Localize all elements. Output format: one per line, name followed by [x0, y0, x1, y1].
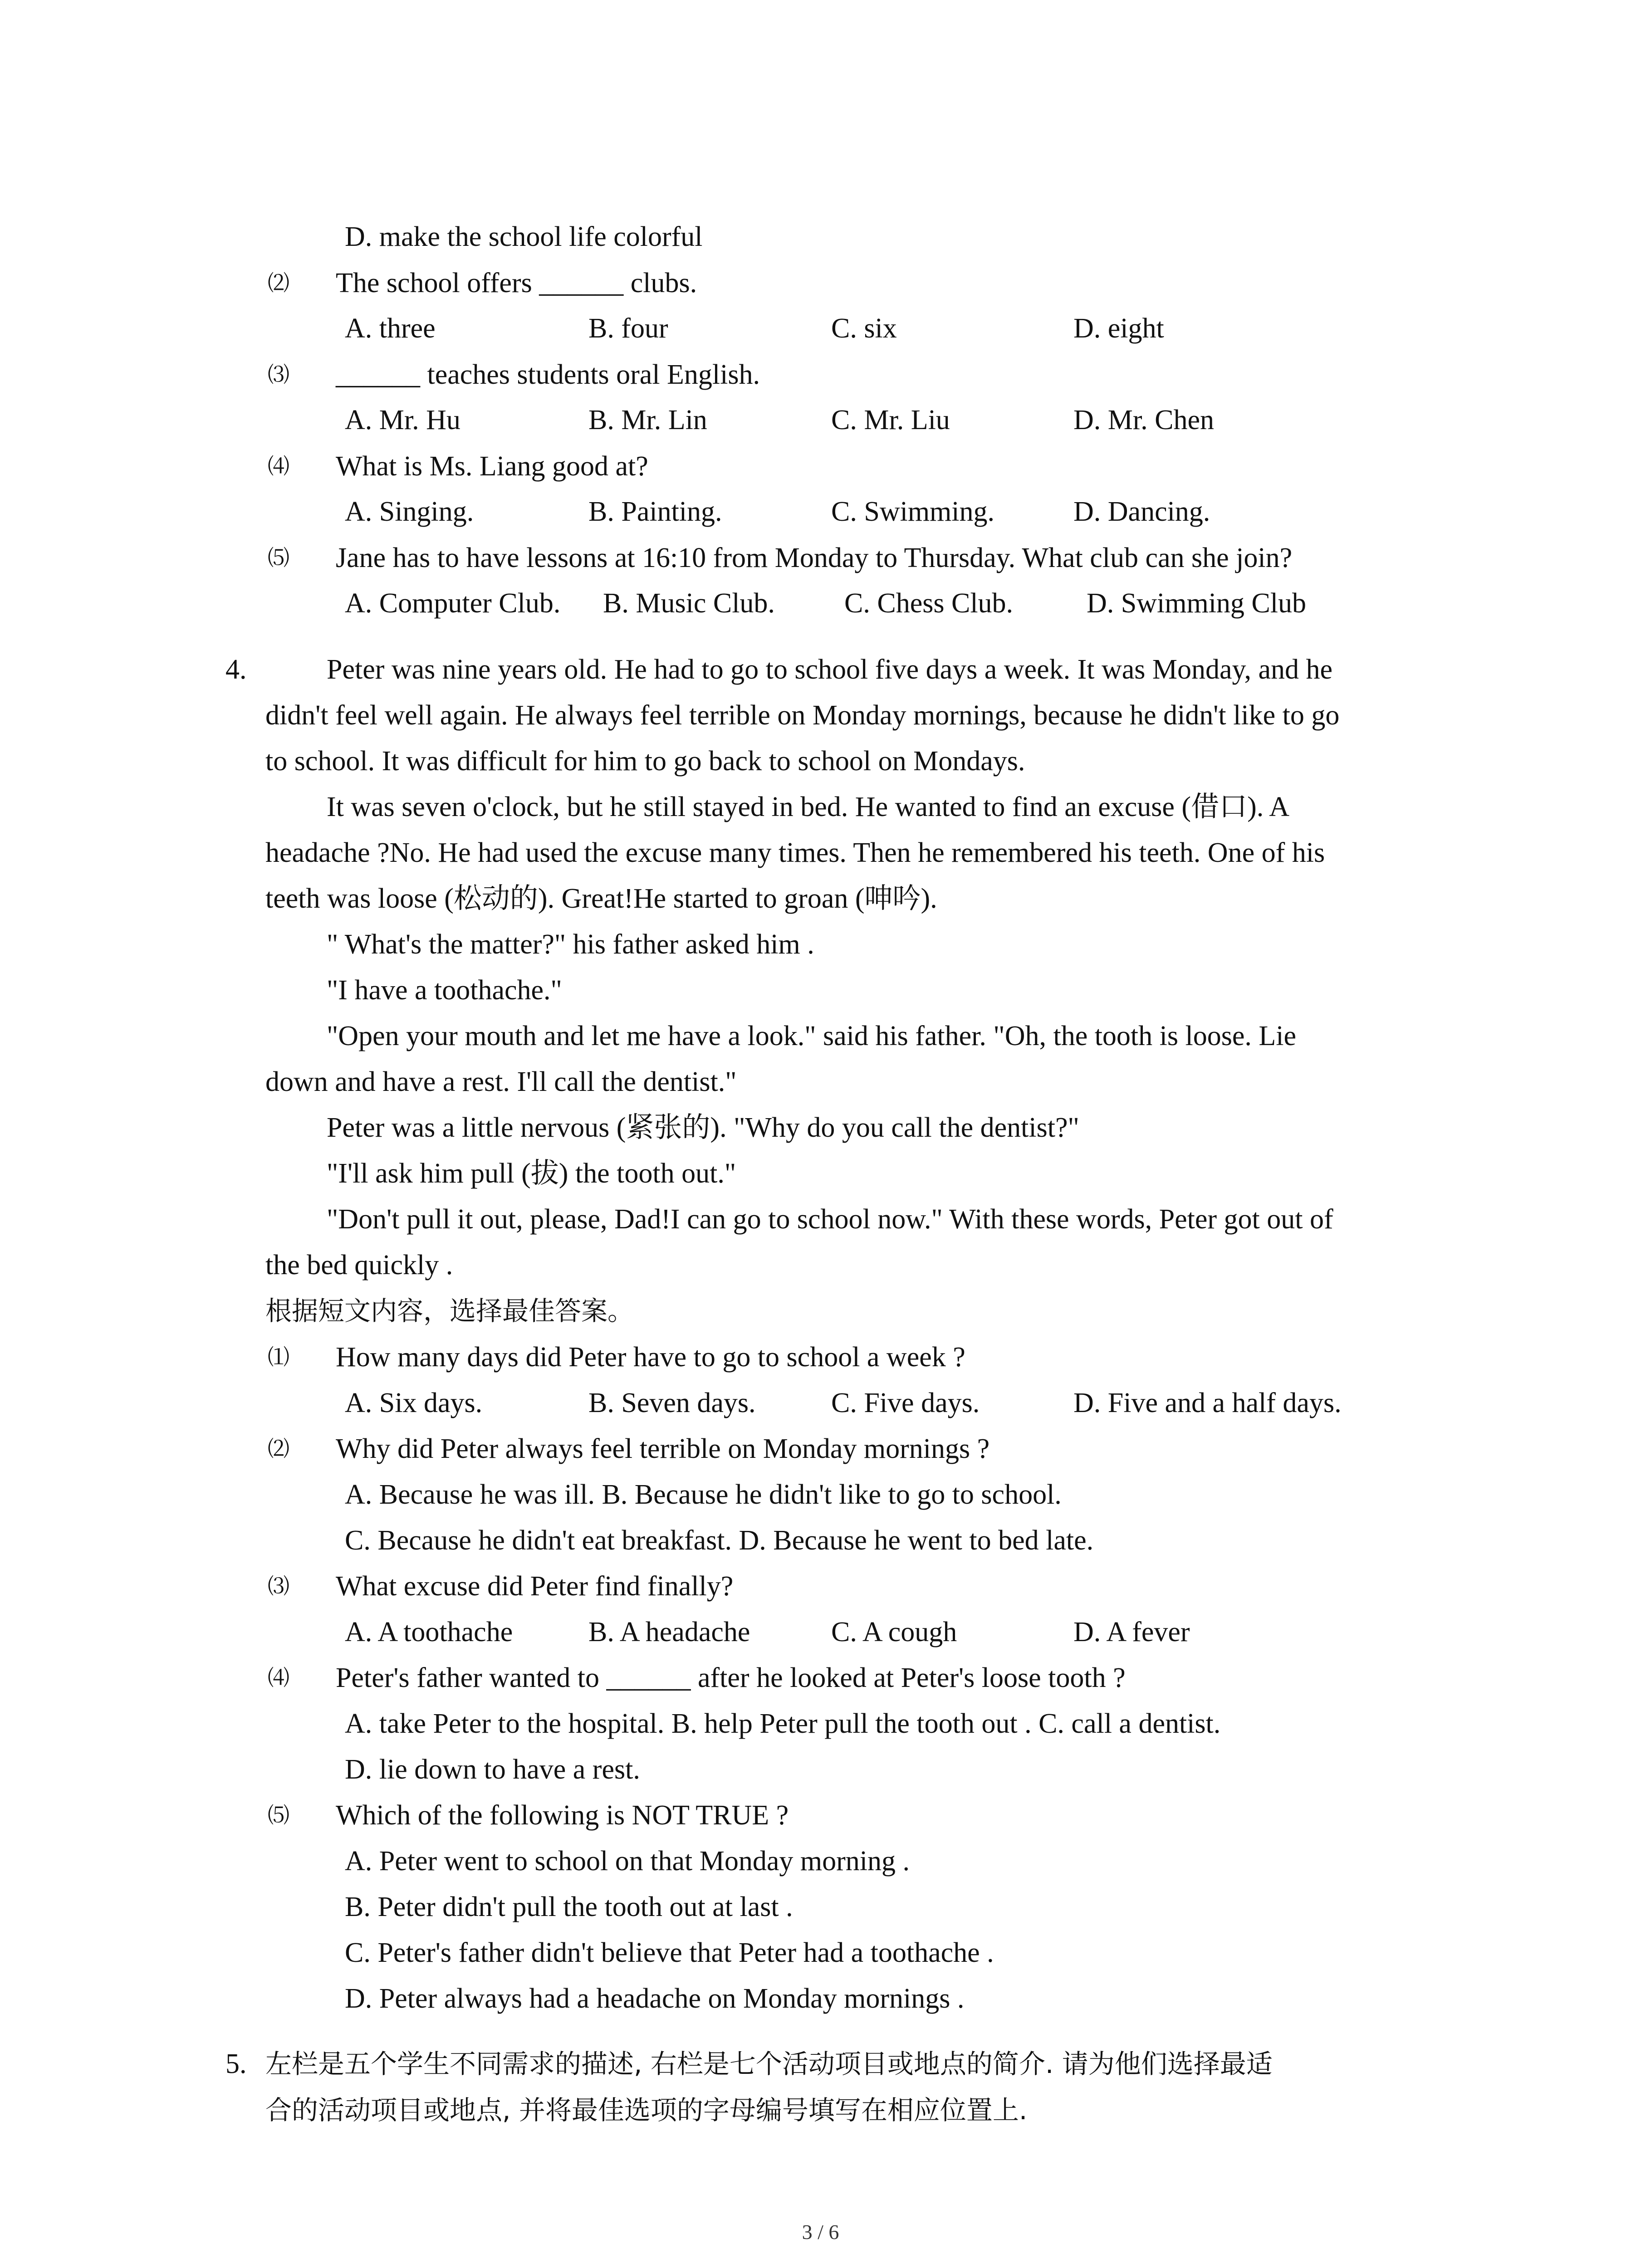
q3-q2-option-b: B. four	[588, 313, 668, 344]
passage-line: the bed quickly .	[265, 1250, 453, 1281]
q3-q4-text: What is Ms. Liang good at?	[336, 451, 648, 482]
passage-line: "I have a toothache."	[327, 975, 562, 1006]
passage-line: It was seven o'clock, but he still stayed in bed. He wanted to find an excuse (借口). A	[327, 792, 1290, 822]
q3-q3-number: ⑶	[268, 362, 290, 387]
q3-q2-number: ⑵	[268, 270, 290, 296]
q4-q1-option-a: A. Six days.	[345, 1388, 483, 1418]
q4-q3-option-a: A. A toothache	[345, 1617, 513, 1647]
q4-instruction: 根据短文内容，选择最佳答案。	[265, 1295, 634, 1326]
q3-q5-number: ⑸	[268, 545, 290, 571]
passage-line: Peter was a little nervous (紧张的). "Why do you call the dentist?"	[327, 1112, 1079, 1143]
passage-line: Peter was nine years old. He had to go to school five days a week. It was Monday, and he	[327, 654, 1333, 685]
q4-q1-option-c: C. Five days.	[831, 1388, 980, 1418]
passage-line: "Open your mouth and let me have a look." said his father. "Oh, the tooth is loose. Lie	[327, 1021, 1297, 1051]
q3-q1-option-d: D. make the school life colorful	[345, 221, 703, 252]
q4-q3-option-b: B. A headache	[588, 1617, 750, 1647]
q5-number: 5.	[225, 2048, 247, 2079]
q4-q5-option-c: C. Peter's father didn't believe that Peter had a toothache .	[345, 1937, 994, 1968]
q3-q3-option-a: A. Mr. Hu	[345, 405, 460, 435]
q4-q3-option-c: C. A cough	[831, 1617, 957, 1647]
passage-line: teeth was loose (松动的). Great!He started to groan (呻吟).	[265, 883, 937, 914]
q3-q2-text: The school offers ______ clubs.	[336, 268, 697, 298]
q3-q5-option-d: D. Swimming Club	[1087, 588, 1307, 619]
q4-q1-number: ⑴	[268, 1344, 290, 1370]
q4-q5-option-d: D. Peter always had a headache on Monday mornings .	[345, 1983, 965, 2014]
passage-line: "Don't pull it out, please, Dad!I can go to school now." With these words, Peter got out of	[327, 1204, 1333, 1235]
q3-q4-number: ⑷	[268, 454, 290, 479]
q4-q5-number: ⑸	[268, 1803, 290, 1828]
q3-q4-option-a: A. Singing.	[345, 496, 474, 527]
q3-q5-option-a: A. Computer Club.	[345, 588, 561, 619]
passage-line: didn't feel well again. He always feel terrible on Monday mornings, because he didn't like to go	[265, 700, 1340, 731]
q3-q3-text: ______ teaches students oral English.	[336, 359, 760, 390]
q3-q3-option-c: C. Mr. Liu	[831, 405, 950, 435]
q4-q2-options-line: A. Because he was ill. B. Because he didn't like to go to school.	[345, 1479, 1062, 1510]
q4-q3-option-d: D. A fever	[1073, 1617, 1190, 1647]
q3-q5-option-b: B. Music Club.	[603, 588, 775, 619]
q3-q3-option-b: B. Mr. Lin	[588, 405, 707, 435]
q4-q2-number: ⑵	[268, 1436, 290, 1461]
q5-instruction-line: 左栏是五个学生不同需求的描述, 右栏是七个活动项目或地点的简介. 请为他们选择最适	[265, 2048, 1273, 2079]
q3-q4-option-c: C. Swimming.	[831, 496, 995, 527]
q4-q4-number: ⑷	[268, 1665, 290, 1691]
passage-line: " What's the matter?" his father asked him .	[327, 929, 814, 960]
q3-q2-option-d: D. eight	[1073, 313, 1164, 344]
q4-q4-options-line: A. take Peter to the hospital. B. help Peter pull the tooth out . C. call a dentist.	[345, 1708, 1221, 1739]
q3-q5-text: Jane has to have lessons at 16:10 from Monday to Thursday. What club can she join?	[336, 543, 1293, 573]
page-number: 3 / 6	[802, 2220, 839, 2244]
q4-number: 4.	[225, 654, 247, 685]
q4-q5-text: Which of the following is NOT TRUE ?	[336, 1800, 789, 1831]
passage-line: to school. It was difficult for him to go back to school on Mondays.	[265, 746, 1025, 777]
q3-q3-option-d: D. Mr. Chen	[1073, 405, 1214, 435]
q3-q5-option-c: C. Chess Club.	[844, 588, 1014, 619]
q4-q5-option-b: B. Peter didn't pull the tooth out at last .	[345, 1892, 793, 1922]
q3-q2-option-a: A. three	[345, 313, 436, 344]
q4-q4-text: Peter's father wanted to ______ after he looked at Peter's loose tooth ?	[336, 1662, 1126, 1693]
q4-q1-option-b: B. Seven days.	[588, 1388, 756, 1418]
q4-q2-options-line: C. Because he didn't eat breakfast. D. Because he went to bed late.	[345, 1525, 1094, 1556]
q5-instruction-line: 合的活动项目或地点, 并将最佳选项的字母编号填写在相应位置上.	[265, 2095, 1028, 2126]
q4-q2-text: Why did Peter always feel terrible on Monday mornings ?	[336, 1433, 990, 1464]
passage-line: "I'll ask him pull (拔) the tooth out."	[327, 1158, 736, 1189]
q4-q5-option-a: A. Peter went to school on that Monday morning .	[345, 1846, 910, 1877]
q4-q1-text: How many days did Peter have to go to school a week ?	[336, 1342, 965, 1373]
q3-q4-option-d: D. Dancing.	[1073, 496, 1210, 527]
q4-q1-option-d: D. Five and a half days.	[1073, 1388, 1342, 1418]
q4-q3-number: ⑶	[268, 1574, 290, 1599]
q4-q4-options-line: D. lie down to have a rest.	[345, 1754, 640, 1785]
q4-q3-text: What excuse did Peter find finally?	[336, 1571, 734, 1602]
q3-q4-option-b: B. Painting.	[588, 496, 722, 527]
passage-line: down and have a rest. I'll call the dentist."	[265, 1066, 737, 1097]
q3-q2-option-c: C. six	[831, 313, 897, 344]
passage-line: headache ?No. He had used the excuse many times. Then he remembered his teeth. One of his	[265, 837, 1325, 868]
